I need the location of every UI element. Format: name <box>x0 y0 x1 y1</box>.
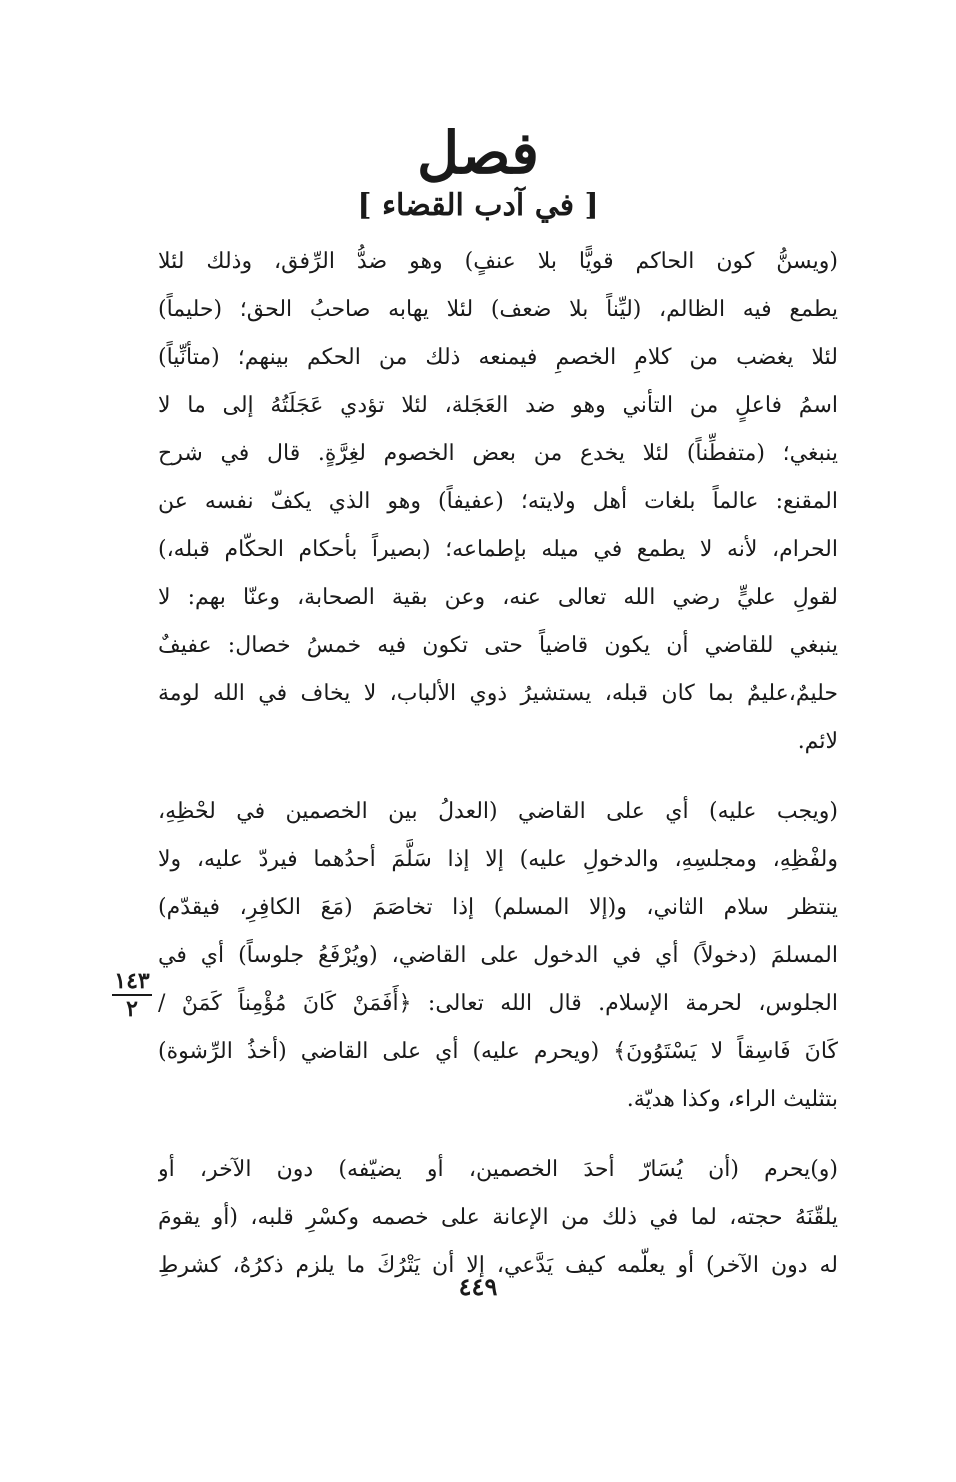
text-line: ينبغي للقاضي أن يكون قاضياً حتى تكون فيه خمسُ خصال: عفيفٌ <box>158 633 838 658</box>
text-line: الجلوس، لحرمة الإسلام. قال الله تعالى: ﴿أَفَمَنْ كَانَ مُؤْمِناً كَمَنْ / <box>158 991 838 1016</box>
paragraph <box>158 788 838 1124</box>
text-line: لئلا يغضب من كلامِ الخصمِ فيمنعه ذلك من الحكم بينهم؛ (متأنِّياً) <box>158 345 838 370</box>
margin-reference-numerator: ١٤٣ <box>112 970 152 996</box>
page-number: ٤٤٩ <box>458 1272 498 1301</box>
body-text <box>158 238 838 1290</box>
text-line: يلقّنَهُ حجته، لما في ذلك من الإعانة على خصمه وكسْرِ قلبه، (أو يقومَ <box>158 1205 838 1230</box>
text-line: كَانَ فَاسِقاً لا يَسْتَوُونَ﴾ (ويحرم عليه) أي على القاضي (أخذُ الرِّشوة) <box>158 1039 838 1064</box>
paragraph <box>158 238 838 766</box>
text-line: الحرام، لأنه لا يطمع في ميله بإطماعه؛ (بصيراً بأحكام الحكّام قبله،) <box>158 537 838 562</box>
text-line: المسلمَ (دخولاً) أي في الدخول على القاضي، (ويُرْفَعُ جلوساً) أي في <box>158 943 838 968</box>
text-line: حليمٌ،عليمٌ بما كان قبله، يستشيرُ ذوي الألباب، لا يخاف في الله لومة <box>158 681 838 706</box>
text-line: بتثليث الراء، وكذا هديّة. <box>626 1087 838 1112</box>
margin-page-reference <box>112 970 152 1020</box>
text-line: لائم. <box>797 729 838 754</box>
text-line: (ويجب عليه) أي على القاضي (العدلُ بين الخصمين في لحْظِهِ، <box>158 799 838 824</box>
paragraph <box>158 1146 838 1290</box>
text-line: (و)يحرم (أن يُسَارّ أحدَ الخصمين، أو يضيّفه) دون الآخر، أو <box>158 1157 838 1182</box>
text-line: اسمُ فاعلٍ من التأني وهو ضد العَجَلة، لئلا تؤدي عَجَلَتُهُ إلى ما لا <box>158 393 838 418</box>
margin-reference-denominator: ٢ <box>126 996 138 1022</box>
text-line: ينبغي؛ (متفطِّناً) لئلا يخدع من بعض الخصوم لغِرَّةٍ. قال في شرح <box>158 441 838 466</box>
text-line: (ويسنُّ كون الحاكم قويًّا بلا عنفٍ) وهو ضدُّ الرِّفق، وذلك لئلا <box>158 249 838 274</box>
section-heading: فصل <box>417 119 539 187</box>
text-line: ولفْظِهِ، ومجلسِهِ، والدخولِ عليه) إلا إذا سَلَّمَ أحدُهما فيردّ عليه، ولا <box>158 847 838 872</box>
section-subheading: [ في آدب القضاء ] <box>357 188 599 223</box>
text-line: له دون الآخر) أو يعلّمه كيف يَدَّعي، إلا أن يَتْرُكَ ما يلزم ذكرُهُ، كشرطِ <box>158 1253 838 1278</box>
text-line: لقولِ عليٍّ رضي الله تعالى عنه، وعن بقية الصحابة، وعنّا بهم: لا <box>158 585 838 610</box>
text-line: ينتظر سلام الثاني، و(إلا المسلم) إذا تخاصَمَ (مَعَ الكافِرِ، فيقدّم) <box>158 895 838 920</box>
text-line: المقنع: عالماً بلغات أهل ولايته؛ (عفيفاً) وهو الذي يكفّ نفسه عن <box>158 489 838 514</box>
text-line: يطمع فيه الظالم، (ليِّناً بلا ضعف) لئلا يهابه صاحبُ الحق؛ (حليماً) <box>158 297 838 322</box>
